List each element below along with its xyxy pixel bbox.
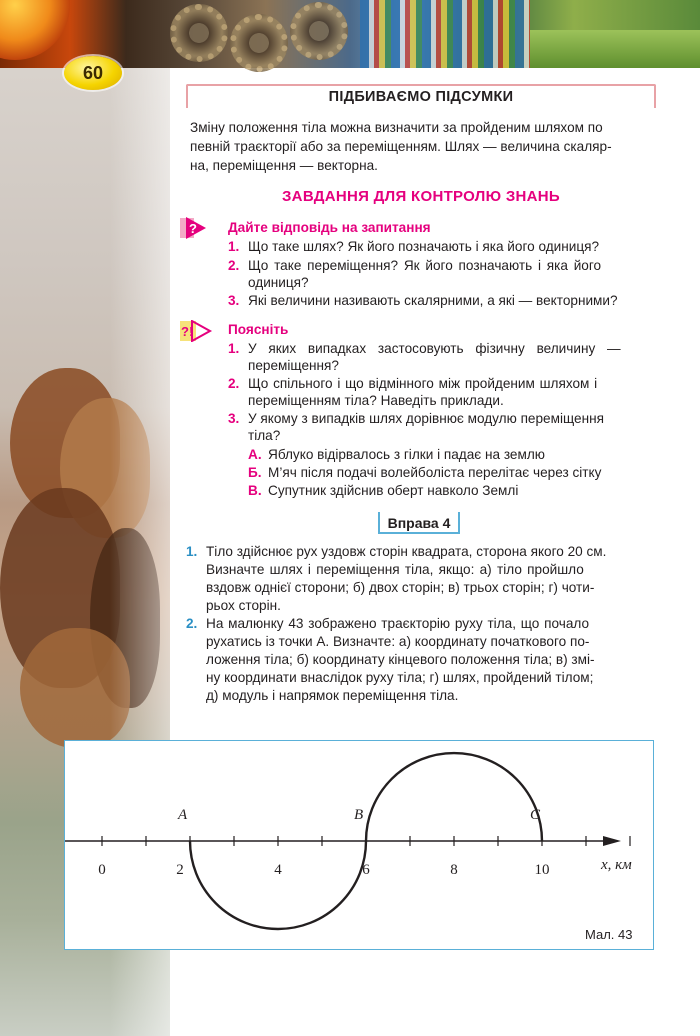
- point-label: B: [354, 807, 364, 823]
- exercise-line: рьох сторін.: [206, 598, 281, 613]
- tick-labels: [98, 862, 549, 878]
- trajectory-diagram: [65, 741, 653, 949]
- svg-text:?: ?: [189, 221, 197, 236]
- summary-text-line: Зміну положення тіла можна визначити за пройденим шляхом по: [190, 120, 603, 135]
- tick-label: 4: [274, 862, 282, 878]
- question-text-cont: одиниця?: [248, 275, 309, 290]
- point-label: C: [530, 807, 541, 823]
- gear-image: [290, 2, 348, 60]
- option-letter: В.: [248, 483, 262, 498]
- exercise-line: ложення тіла; б) координату кінцевого положення тіла; в) змі-: [206, 652, 595, 667]
- exercise-line: д) модуль і напрямок переміщення тіла.: [206, 688, 459, 703]
- explain-number: 3.: [228, 411, 240, 426]
- explain-icon: [180, 320, 218, 342]
- gear-image: [230, 14, 288, 72]
- explain-text: У яких випадках застосовують фізичну величину —: [248, 341, 621, 356]
- exercise-title-frame: [378, 512, 460, 534]
- figure-caption: Мал. 43: [585, 927, 633, 942]
- tick-label: 8: [450, 862, 458, 878]
- question-text: Які величини називають скалярними, а які — векторними?: [248, 293, 618, 308]
- figure-43: [64, 740, 654, 950]
- question-icon: [180, 217, 218, 239]
- gear-image: [170, 4, 228, 62]
- question-text: Що таке шлях? Як його позначають і яка його одиниця?: [248, 239, 600, 254]
- exercise-number: 2.: [186, 616, 198, 631]
- question-number: 2.: [228, 258, 240, 273]
- option-letter: А.: [248, 447, 262, 462]
- tick-label: 6: [362, 862, 370, 878]
- explain-heading: Поясніть: [228, 322, 289, 337]
- point-label: A: [178, 807, 188, 823]
- cyclists-image: [360, 0, 530, 68]
- svg-text:?!: ?!: [181, 324, 194, 339]
- exercise-line: рухатись із точки А. Визначте: а) координату початкового по-: [206, 634, 590, 649]
- trajectory-upper-semicircle: [366, 753, 542, 841]
- explain-text-cont: переміщенням тіла? Наведіть приклади.: [248, 393, 504, 408]
- trajectory-lower-semicircle: [190, 841, 366, 929]
- page-number: 60: [64, 56, 122, 90]
- point-labels: [177, 807, 541, 823]
- explain-text: У якому з випадків шлях дорівнює модулю переміщення: [248, 411, 604, 426]
- exercise-line: ну координати внаслідок руху тіла; г) шлях, пройдений тілом;: [206, 670, 594, 685]
- sun-image: [0, 0, 70, 60]
- exercise-line: Тіло здійснює рух уздовж сторін квадрата, сторона якого 20 см.: [206, 544, 607, 559]
- explain-text-cont: тіла?: [248, 428, 281, 443]
- explain-text: Що спільного і що відмінного між пройденим шляхом і: [248, 376, 598, 391]
- question-text: Що таке переміщення? Як його позначають і яка його: [248, 258, 602, 273]
- tick-label: 10: [534, 862, 550, 878]
- explain-number: 2.: [228, 376, 240, 391]
- option-text: Супутник здійснив оберт навколо Землі: [268, 483, 519, 498]
- explain-text-cont: переміщення?: [248, 358, 339, 373]
- explain-number: 1.: [228, 341, 240, 356]
- x-axis-arrow: [603, 836, 621, 846]
- runners-image: [530, 30, 700, 68]
- option-text: Яблуко відірвалось з гілки і падає на землю: [268, 447, 545, 462]
- tick-label: 2: [176, 862, 184, 878]
- exercise-number: 1.: [186, 544, 198, 559]
- questions-heading: Дайте відповідь на запитання: [228, 220, 431, 235]
- exercise-line: вздовж однієї сторони; б) двох сторін; в) трьох сторін; г) чоти-: [206, 580, 595, 595]
- question-number: 1.: [228, 239, 240, 254]
- question-number: 3.: [228, 293, 240, 308]
- axis-label: x, км: [601, 857, 632, 873]
- summary-text-line: певній траєкторії або за переміщенням. Шлях — величина скаляр-: [190, 139, 612, 154]
- option-text: М’яч після подачі волейболіста перелітає через сітку: [268, 465, 602, 480]
- exercise-line: Визначте шлях і переміщення тіла, якщо: а) тіло пройшло: [206, 562, 584, 577]
- exercise-line: На малюнку 43 зображено траєкторію руху тіла, що почало: [206, 616, 590, 631]
- summary-title: ПІДБИВАЄМО ПІДСУМКИ: [328, 89, 514, 105]
- tick-label: 0: [98, 862, 106, 878]
- exercise-title: Вправа 4: [387, 515, 451, 531]
- option-letter: Б.: [248, 465, 262, 480]
- summary-text-line: на, переміщення — векторна.: [190, 158, 378, 173]
- exercise-title-box: [378, 512, 460, 534]
- control-section-title: ЗАВДАННЯ ДЛЯ КОНТРОЛЮ ЗНАНЬ: [281, 188, 560, 205]
